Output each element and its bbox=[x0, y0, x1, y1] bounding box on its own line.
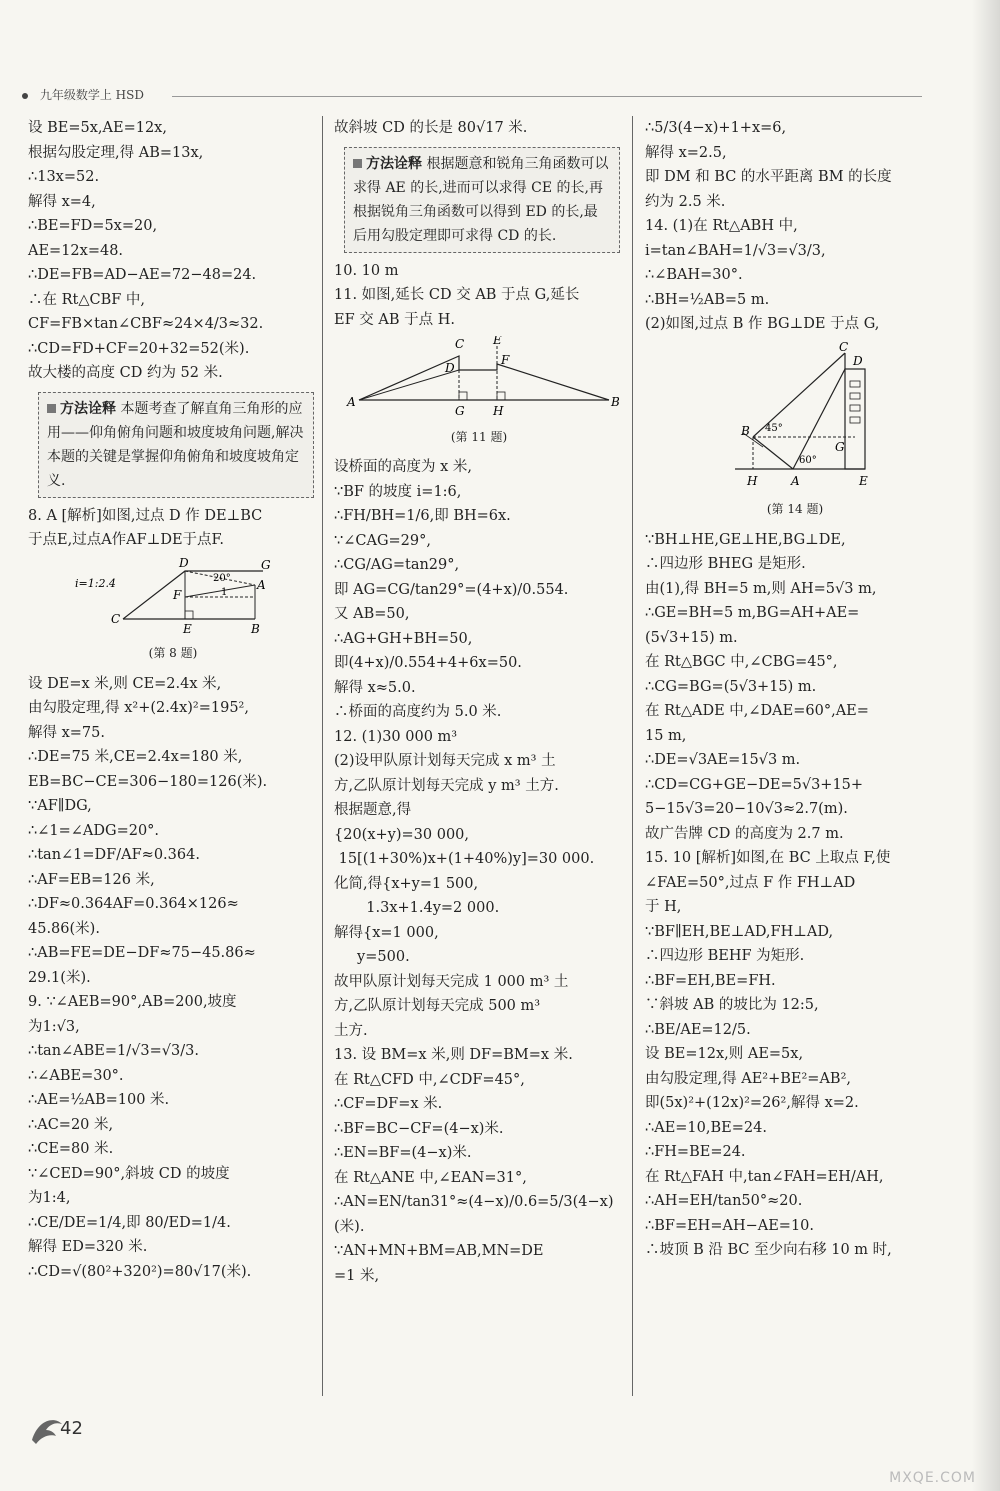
page-number: 42 bbox=[60, 1418, 83, 1439]
text-line: 化简,得{x+y=1 500, bbox=[334, 875, 479, 892]
text-line: 在 Rt△ADE 中,∠DAE=60°,AE= bbox=[645, 703, 869, 719]
text-block bbox=[645, 116, 945, 337]
column-divider bbox=[322, 116, 323, 1396]
text-line: ∴BF=EH=AH−AE=10. bbox=[645, 1217, 815, 1234]
text-line: ∵∠CAG=29°, bbox=[334, 532, 431, 549]
text-line: 15. 10 [解析]如图,在 BC 上取点 F,使 bbox=[645, 850, 891, 866]
label-a: A bbox=[347, 395, 356, 409]
text-line: EB=BC−CE=306−180=126(米). bbox=[28, 773, 268, 790]
text-line: ∵AF∥DG, bbox=[28, 798, 92, 814]
text-line: ∴tan∠ABE=1/√3=√3/3. bbox=[28, 1043, 199, 1059]
text-line: ∴AH=EH/tan50°≈20. bbox=[645, 1193, 803, 1209]
text-line: 在 Rt△BGC 中,∠CBG=45°, bbox=[645, 654, 838, 670]
watermark-text: MXQE.COM bbox=[889, 1470, 976, 1486]
label-f: F bbox=[501, 353, 510, 367]
method-note-label: 方法诠释 bbox=[353, 156, 422, 172]
label-d: D bbox=[445, 361, 455, 375]
text-line: ∴AF=EB=126 米, bbox=[28, 871, 155, 888]
text-line: ∴DE=FB=AD−AE=72−48=24. bbox=[28, 267, 257, 283]
text-line: 12. (1)30 000 m³ bbox=[334, 728, 458, 745]
text-line: 在 Rt△ANE 中,∠EAN=31°, bbox=[334, 1169, 527, 1186]
text-line: ∴CD=√(80²+320²)=80√17(米). bbox=[28, 1263, 252, 1280]
page-header bbox=[22, 86, 922, 108]
angle-one-label: 1 bbox=[221, 586, 228, 598]
text-line: 在 Rt△FAH 中,tan∠FAH=EH/AH, bbox=[645, 1168, 884, 1185]
label-c: C bbox=[111, 611, 121, 626]
text-line: ∴CD=CG+GE−DE=5√3+15+ bbox=[645, 776, 864, 793]
text-line: 方,乙队原计划每天完成 y m³ 土方. bbox=[334, 777, 559, 794]
label-a: A bbox=[257, 577, 266, 592]
text-line: (2)设甲队原计划每天完成 x m³ 土 bbox=[334, 753, 556, 769]
label-b: B bbox=[611, 395, 619, 409]
text-line: 故广告牌 CD 的高度为 2.7 m. bbox=[645, 825, 844, 842]
text-line: 解得 x=4, bbox=[28, 193, 96, 210]
text-line: 设桥面的高度为 x 米, bbox=[334, 459, 473, 475]
text-line: 于 H, bbox=[645, 899, 682, 915]
column-1 bbox=[28, 116, 318, 1284]
text-line: 8. A [解析]如图,过点 D 作 DE⊥BC bbox=[28, 507, 263, 524]
text-line: ∴5/3(4−x)+1+x=6, bbox=[645, 120, 787, 136]
text-line: 解得 x≈5.0. bbox=[334, 679, 416, 696]
text-line: 在 Rt△CFD 中,∠CDF=45°, bbox=[334, 1071, 525, 1088]
header-title: 九年级数学上 HSD bbox=[39, 88, 144, 102]
text-line: 1.3x+1.4y=2 000. bbox=[334, 900, 500, 916]
method-note-text: 根据题意和锐角三角函数可以求得 AE 的长,进而可以求得 CE 的长,再根据锐角三角函数可以得到 ED 的长,最后用勾股定理即可求得 CD 的长. bbox=[353, 155, 609, 244]
text-line: ∴AG+GH+BH=50, bbox=[334, 630, 473, 647]
text-block bbox=[28, 504, 318, 553]
figure-8-diagram bbox=[73, 557, 273, 635]
text-line: 即(4+x)/0.554+4+6x=50. bbox=[334, 655, 522, 671]
text-line: ∵斜坡 AB 的坡比为 12:5, bbox=[645, 997, 819, 1013]
text-line: 由勾股定理,得 x²+(2.4x)²=195², bbox=[28, 700, 249, 716]
column-divider bbox=[632, 116, 633, 1396]
text-line: 即 AG=CG/tan29°=(4+x)/0.554. bbox=[334, 581, 569, 598]
text-line: ∴桥面的高度约为 5.0 米. bbox=[334, 704, 502, 720]
text-line: 11. 如图,延长 CD 交 AB 于点 G,延长 bbox=[334, 287, 580, 303]
method-note-label: 方法诠释 bbox=[47, 401, 116, 417]
text-line: ∴FH/BH=1/6,即 BH=6x. bbox=[334, 508, 511, 524]
text-line: ∴FH=BE=24. bbox=[645, 1144, 746, 1160]
text-line: 根据勾股定理,得 AB=13x, bbox=[28, 144, 204, 161]
text-line: ∴AE=½AB=100 米. bbox=[28, 1092, 170, 1108]
label-h: H bbox=[747, 473, 758, 488]
text-block bbox=[28, 672, 318, 1285]
label-d: D bbox=[853, 353, 863, 368]
text-line: 设 DE=x 米,则 CE=2.4x 米, bbox=[28, 675, 222, 692]
text-line: ∵BH⊥HE,GE⊥HE,BG⊥DE, bbox=[645, 531, 846, 548]
text-line: 设 BE=12x,则 AE=5x, bbox=[645, 1046, 804, 1062]
figure-14-diagram bbox=[695, 341, 895, 491]
text-block bbox=[28, 116, 318, 386]
text-line: ∴BE/AE=12/5. bbox=[645, 1021, 751, 1038]
label-c: C bbox=[839, 340, 849, 354]
text-line: ∵AN+MN+BM=AB,MN=DE bbox=[334, 1243, 544, 1259]
text-line: ∴∠BAH=30°. bbox=[645, 267, 743, 283]
text-line: ∴DE=√3AE=15√3 m. bbox=[645, 752, 801, 768]
text-line: ∴CD=FD+CF=20+32=52(米). bbox=[28, 340, 250, 357]
label-b: B bbox=[741, 423, 750, 438]
label-f: F bbox=[173, 587, 182, 602]
text-line: CF=FB×tan∠CBF≈24×4/3≈32. bbox=[28, 316, 264, 332]
text-line: ∴CG=BG=(5√3+15) m. bbox=[645, 678, 817, 695]
text-line: ∠FAE=50°,过点 F 作 FH⊥AD bbox=[645, 874, 856, 891]
figure-14 bbox=[645, 341, 945, 522]
text-line: ∴DF≈0.364AF=0.364×126≈ bbox=[28, 896, 239, 912]
label-e: E bbox=[493, 336, 502, 347]
text-line: ∴CF=DF=x 米. bbox=[334, 1096, 443, 1112]
text-line: 即(5x)²+(12x)²=26²,解得 x=2. bbox=[645, 1095, 859, 1111]
column-3 bbox=[645, 116, 945, 1263]
text-line: ∵BF 的坡度 i=1:6, bbox=[334, 483, 462, 500]
angle-60-label: 60° bbox=[799, 454, 817, 466]
text-line: y=500. bbox=[334, 949, 410, 965]
label-e: E bbox=[859, 473, 868, 488]
text-line: 故大楼的高度 CD 约为 52 米. bbox=[28, 365, 223, 381]
label-e: E bbox=[183, 621, 192, 635]
text-line: 解得 ED=320 米. bbox=[28, 1239, 148, 1255]
text-line: 5−15√3=20−10√3≈2.7(m). bbox=[645, 801, 848, 817]
text-line: ∴CG/AG=tan29°, bbox=[334, 557, 460, 573]
figure-11-diagram bbox=[339, 336, 619, 418]
figure-8-caption: (第 8 题) bbox=[148, 646, 198, 660]
text-line: 解得 x=75. bbox=[28, 724, 105, 741]
text-line: 14. (1)在 Rt△ABH 中, bbox=[645, 218, 798, 234]
figure-11-caption: (第 11 题) bbox=[450, 429, 508, 444]
label-d: D bbox=[179, 556, 189, 570]
text-line: ∴GE=BH=5 m,BG=AH+AE= bbox=[645, 605, 860, 621]
text-line: ∴BF=EH,BE=FH. bbox=[645, 972, 776, 989]
text-line: 根据题意,得 bbox=[334, 802, 412, 818]
column-2 bbox=[334, 116, 624, 1288]
angle-label: 20° bbox=[213, 572, 231, 584]
text-line: 15[(1+30%)x+(1+40%)y]=30 000. bbox=[334, 851, 595, 867]
text-line: ∴tan∠1=DF/AF≈0.364. bbox=[28, 847, 200, 863]
text-line: 由(1),得 BH=5 m,则 AH=5√3 m, bbox=[645, 580, 877, 597]
text-block bbox=[334, 259, 624, 333]
method-note-box bbox=[344, 147, 620, 253]
text-block bbox=[334, 116, 624, 141]
label-b: B bbox=[251, 621, 260, 635]
text-line: 为1:4, bbox=[28, 1190, 71, 1206]
text-line: 约为 2.5 米. bbox=[645, 193, 726, 210]
method-note-box bbox=[38, 392, 314, 498]
text-line: ∴坡顶 B 沿 BC 至少向右移 10 m 时, bbox=[645, 1242, 892, 1258]
figure-8 bbox=[28, 557, 318, 666]
text-line: 设 BE=5x,AE=12x, bbox=[28, 120, 167, 136]
label-c: C bbox=[455, 337, 465, 351]
label-g: G bbox=[261, 557, 271, 572]
text-line: 于点E,过点A作AF⊥DE于点F. bbox=[28, 532, 224, 548]
text-line: (5√3+15) m. bbox=[645, 629, 738, 646]
label-g: G bbox=[835, 439, 845, 454]
text-line: ∴四边形 BHEG 是矩形. bbox=[645, 556, 806, 572]
header-rule bbox=[172, 96, 922, 97]
text-line: 10. 10 m bbox=[334, 262, 399, 279]
text-line: 故甲队原计划每天完成 1 000 m³ 土 bbox=[334, 973, 569, 990]
bullet-icon bbox=[22, 93, 28, 99]
text-line: ∴BH=½AB=5 m. bbox=[645, 291, 770, 308]
text-line: {20(x+y)=30 000, bbox=[334, 826, 470, 843]
label-g: G bbox=[455, 404, 465, 418]
text-line: ∴CE/DE=1/4,即 80/ED=1/4. bbox=[28, 1214, 231, 1231]
text-line: 为1:√3, bbox=[28, 1018, 80, 1035]
method-note-text: 本题考查了解直角三角形的应用——仰角俯角问题和坡度坡角问题,解决本题的关键是掌握仰角俯角和坡度坡角定义. bbox=[47, 400, 304, 489]
text-line: ∵∠CED=90°,斜坡 CD 的坡度 bbox=[28, 1165, 230, 1182]
label-h: H bbox=[493, 404, 504, 418]
text-line: 29.1(米). bbox=[28, 969, 91, 986]
text-line: 45.86(米). bbox=[28, 920, 100, 937]
text-block bbox=[645, 528, 945, 1263]
text-line: 又 AB=50, bbox=[334, 606, 410, 622]
text-line: ∴DE=75 米,CE=2.4x=180 米, bbox=[28, 749, 243, 765]
text-line: 土方. bbox=[334, 1022, 368, 1039]
text-line: ∴∠1=∠ADG=20°. bbox=[28, 822, 160, 839]
figure-11 bbox=[334, 336, 624, 449]
slope-label: i=1:2.4 bbox=[75, 576, 116, 590]
text-line: ∴13x=52. bbox=[28, 169, 100, 185]
text-line: 15 m, bbox=[645, 727, 687, 744]
text-line: =1 米, bbox=[334, 1267, 380, 1284]
text-line: ∴四边形 BEHF 为矩形. bbox=[645, 948, 805, 964]
figure-14-caption: (第 14 题) bbox=[766, 502, 824, 516]
text-line: ∴AE=10,BE=24. bbox=[645, 1119, 767, 1136]
text-line: 9. ∵∠AEB=90°,AB=200,坡度 bbox=[28, 994, 237, 1010]
text-line: 解得 x=2.5, bbox=[645, 144, 727, 161]
text-line: 故斜坡 CD 的长是 80√17 米. bbox=[334, 120, 528, 136]
text-line: 解得{x=1 000, bbox=[334, 924, 439, 941]
text-line: 方,乙队原计划每天完成 500 m³ bbox=[334, 998, 541, 1014]
text-line: ∵BF∥EH,BE⊥AD,FH⊥AD, bbox=[645, 923, 834, 940]
text-line: 13. 设 BM=x 米,则 DF=BM=x 米. bbox=[334, 1047, 573, 1063]
text-line: ∴BE=FD=5x=20, bbox=[28, 218, 158, 234]
text-line: ∴BF=BC−CF=(4−x)米. bbox=[334, 1120, 504, 1137]
text-line: 由勾股定理,得 AE²+BE²=AB², bbox=[645, 1070, 851, 1087]
text-line: AE=12x=48. bbox=[28, 242, 124, 259]
text-block bbox=[334, 455, 624, 1288]
text-line: EF 交 AB 于点 H. bbox=[334, 311, 455, 328]
text-line: i=tan∠BAH=1/√3=√3/3, bbox=[645, 242, 826, 259]
text-line: 即 DM 和 BC 的水平距离 BM 的长度 bbox=[645, 169, 892, 185]
page-edge-shadow bbox=[972, 0, 1000, 1491]
text-line: ∴EN=BF=(4−x)米. bbox=[334, 1145, 472, 1161]
text-line: ∴CE=80 米. bbox=[28, 1141, 114, 1157]
text-line: ∴∠ABE=30°. bbox=[28, 1067, 124, 1084]
label-a: A bbox=[791, 473, 800, 488]
angle-45-label: 45° bbox=[765, 422, 783, 434]
text-line: ∴AN=EN/tan31°≈(4−x)/0.6=5/3(4−x)(米). bbox=[334, 1194, 614, 1235]
text-line: ∴AC=20 米, bbox=[28, 1116, 114, 1133]
text-line: (2)如图,过点 B 作 BG⊥DE 于点 G, bbox=[645, 316, 880, 332]
text-line: ∴AB=FE=DE−DF≈75−45.86≈ bbox=[28, 945, 256, 961]
text-line: ∴在 Rt△CBF 中, bbox=[28, 291, 146, 308]
